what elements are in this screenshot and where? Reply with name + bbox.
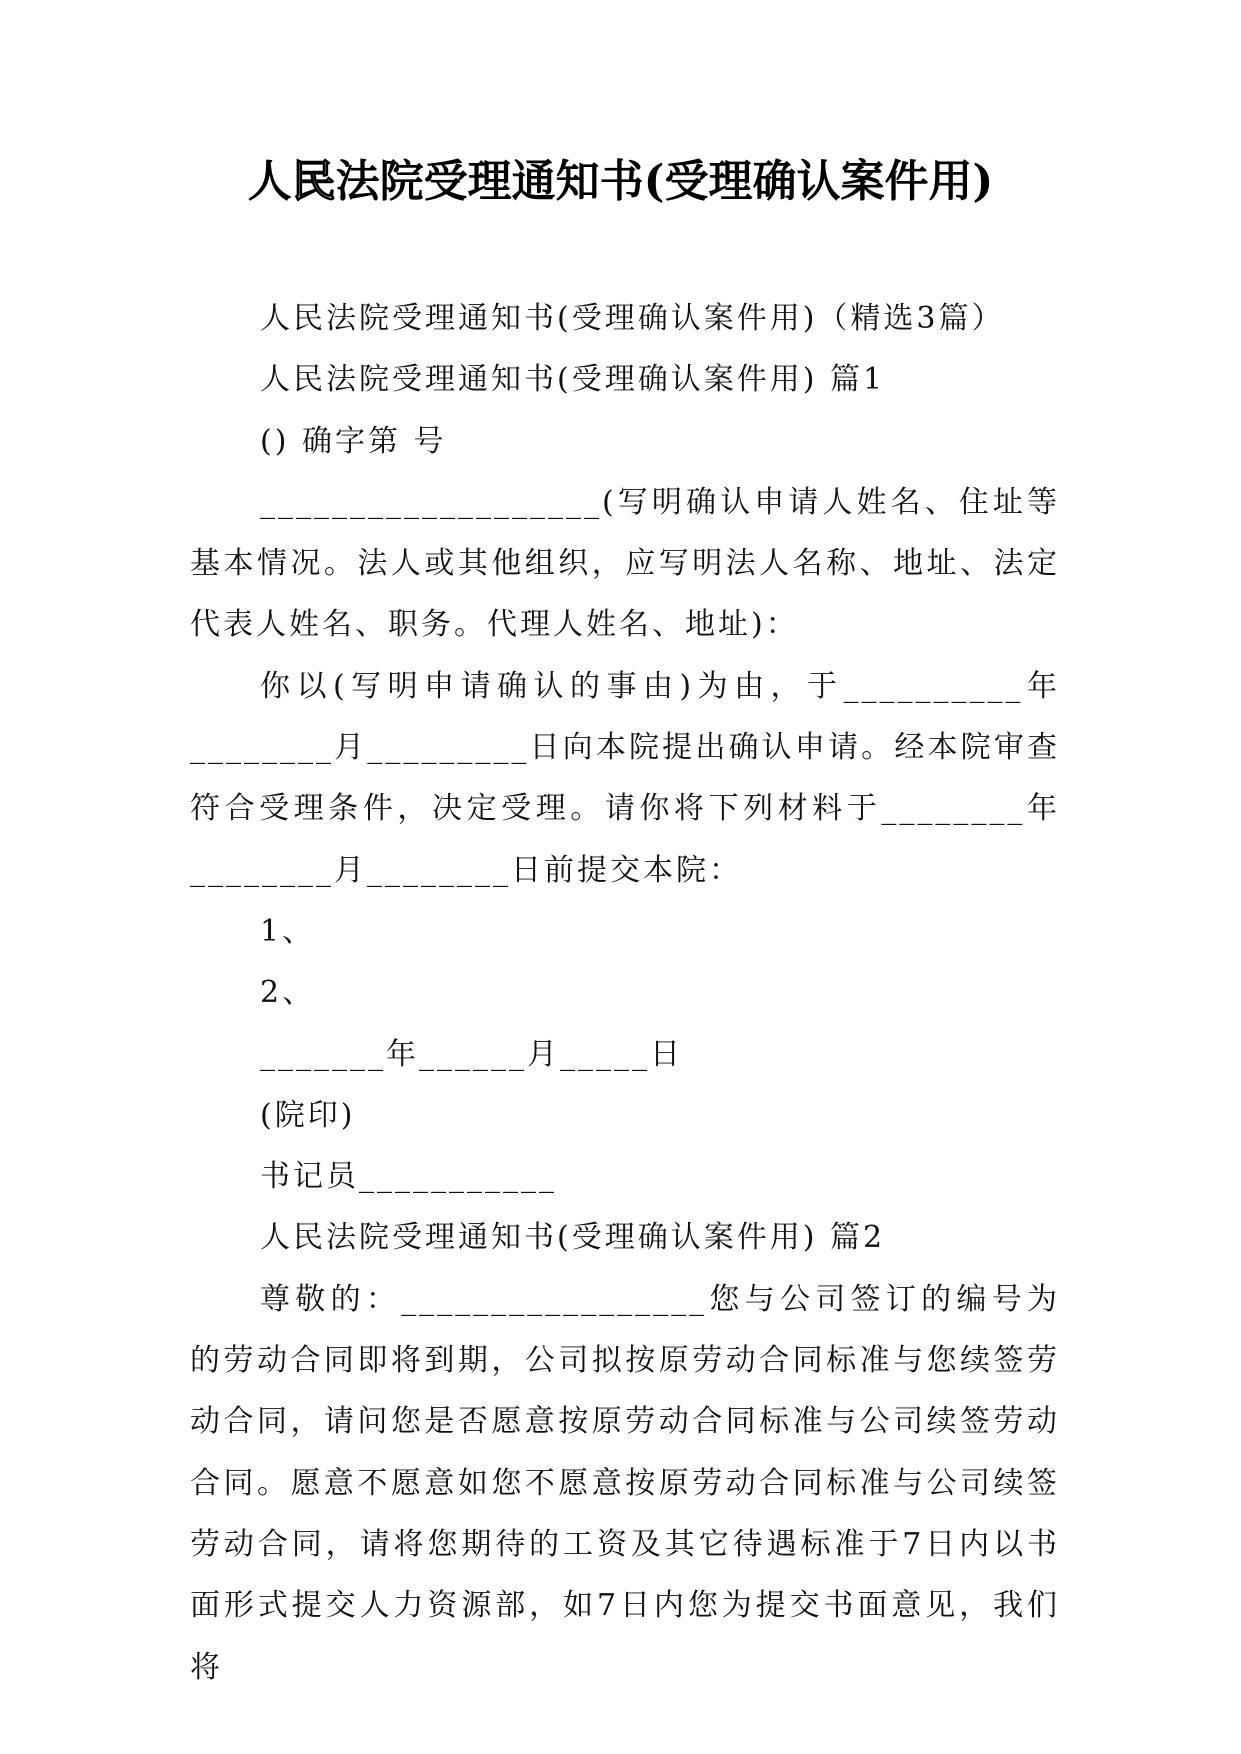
paragraph-section-heading-2: 人民法院受理通知书(受理确认案件用) 篇2 <box>260 1220 886 1256</box>
paragraph-subtitle: 人民法院受理通知书(受理确认案件用)（精选3篇） <box>260 301 1005 336</box>
paragraph-clerk: 书记员___________ <box>260 1159 557 1195</box>
title-part-2: 民 <box>291 156 336 207</box>
paragraph-court-seal: (院印) <box>260 1097 356 1133</box>
paragraph-notice-body: 你以(写明申请确认的事由)为由，于__________年________月_________日向本院提出确认申请。经本院审查符合受理条件，决定受理。请你将下列材料于________年________月________日前提交本院： <box>190 668 1060 888</box>
document-title <box>0 150 1241 214</box>
paragraph-list-item-2: 2、 <box>260 975 316 1011</box>
paragraph-list-item-1: 1、 <box>260 913 316 949</box>
paragraph-contract-notice: 尊敬的：_________________您与公司签订的编号为的劳动合同即将到期，公司拟按原劳动合同标准与您续签劳动合同，请问您是否愿意按原劳动合同标准与公司续签劳动合同。愿意不愿意如您不愿意按原劳动合同标准与公司续签劳动合同，请将您期待的工资及其它待遇标准于7日内以书面形式提交人力资源部，如7日内您为提交书面意见，我们将 <box>190 1281 1060 1685</box>
paragraph-date-line: _______年______月_____日 <box>260 1036 683 1072</box>
title-part-1: 人 <box>247 156 292 207</box>
paragraph-applicant-info: ___________________(写明确认申请人姓名、住址等基本情况。法人或其他组织，应写明法人名称、地址、法定代表人姓名、职务。代理人姓名、地址)： <box>190 484 1060 643</box>
document-body <box>190 288 1060 1698</box>
paragraph-case-number: () 确字第 号 <box>260 423 447 459</box>
paragraph-section-heading-1: 人民法院受理通知书(受理确认案件用) 篇1 <box>260 362 886 398</box>
title-part-3: 法院受理通知书(受理确认案件用) <box>335 156 994 207</box>
